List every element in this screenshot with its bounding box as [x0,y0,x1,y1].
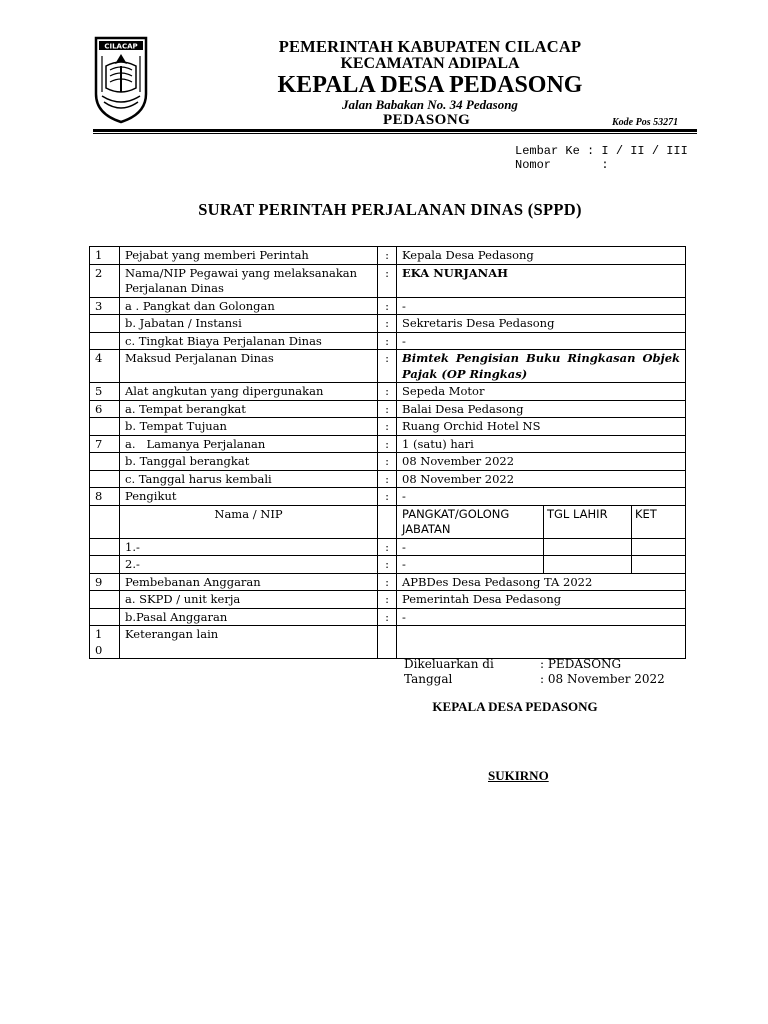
row-colon [378,626,397,659]
table-row [90,556,686,574]
companion-value: - [402,539,406,554]
cilacap-emblem-icon [94,36,148,124]
row-number: 4 [90,350,120,383]
row-colon: : [378,488,397,506]
row-label: 1.- [120,538,378,556]
header-postcode: Kode Pos 53271 [612,117,679,128]
row-value: 1 (satu) hari [397,435,686,453]
table-row [90,608,686,626]
table-row [90,573,686,591]
row-value [397,505,686,538]
row-value: Sepeda Motor [397,383,686,401]
row-value: - [397,488,686,506]
companion-value: - [402,557,406,571]
document-title: SURAT PERINTAH PERJALANAN DINAS (SPPD) [198,200,582,219]
row-colon: : [378,350,397,383]
table-row [90,247,686,265]
row-value: 08 November 2022 [397,453,686,471]
row-label: Nama / NIP [120,505,378,538]
row-colon: : [378,435,397,453]
table-row [90,470,686,488]
travel-purpose: Bimtek Pengisian Buku Ringkasan Objek Pajak (OP Ringkas) [397,350,686,383]
row-number: 6 [90,400,120,418]
table-row [90,453,686,471]
header-city: PEDASONG [383,112,471,128]
row-colon: : [378,315,397,333]
row-label: a. Lamanya Perjalanan [120,435,378,453]
row-label: a. Tempat berangkat [120,400,378,418]
companion-notes [631,556,685,573]
issued-date-label: Tanggal [404,672,453,686]
table-row [90,400,686,418]
row-label: Pengikut [120,488,378,506]
issued-at-label: Dikeluarkan di [404,657,494,671]
row-label: b.Pasal Anggaran [120,608,378,626]
issued-date-value: : 08 November 2022 [540,672,665,686]
header-rule-thin [93,133,697,134]
row-label: b. Jabatan / Instansi [120,315,378,333]
row-colon: : [378,470,397,488]
row-number [90,418,120,436]
header-rank: PANGKAT/GOLONG JABATAN [402,506,510,536]
sppd-table [89,246,686,659]
row-colon [378,505,397,538]
sheet-number: Lembar Ke : I / II / III [515,144,688,158]
signatory-position: KEPALA DESA PEDASONG [432,699,598,714]
row-number: 3 [90,297,120,315]
table-row [90,626,686,659]
row-colon: : [378,573,397,591]
row-number [90,315,120,333]
row-number [90,591,120,609]
companion-birthdate [543,556,631,573]
row-colon: : [378,538,397,556]
row-label: Pejabat yang memberi Perintah [120,247,378,265]
row-value: APBDes Desa Pedasong TA 2022 [397,573,686,591]
row-value: Ruang Orchid Hotel NS [397,418,686,436]
companion-notes [631,539,685,556]
table-row [90,418,686,436]
row-colon: : [378,453,397,471]
row-label: c. Tanggal harus kembali [120,470,378,488]
row-value: Pemerintah Desa Pedasong [397,591,686,609]
row-number [90,453,120,471]
companion-birthdate [543,539,631,556]
signatory-name: SUKIRNO [488,768,549,783]
row-value [397,556,686,574]
table-row [90,435,686,453]
row-label: Keterangan lain [120,626,378,659]
row-colon: : [378,297,397,315]
row-number: 2 [90,264,120,297]
table-row [90,591,686,609]
row-colon: : [378,332,397,350]
row-number [90,538,120,556]
header-line-government: PEMERINTAH KABUPATEN CILACAP [278,37,582,56]
row-number: 8 [90,488,120,506]
row-value: - [397,608,686,626]
row-label: b. Tempat Tujuan [120,418,378,436]
issued-at-value: : PEDASONG [540,657,622,671]
row-number [90,470,120,488]
row-colon: : [378,400,397,418]
row-value [397,538,686,556]
row-number [90,332,120,350]
row-value: Balai Desa Pedasong [397,400,686,418]
document-number-label: Nomor : [515,158,609,172]
row-value: - [397,332,686,350]
table-row [90,315,686,333]
row-label: a . Pangkat dan Golongan [120,297,378,315]
row-label: 2.- [120,556,378,574]
header-rule-thick [93,129,697,132]
header-address: Jalan Babakan No. 34 Pedasong [342,97,518,112]
header-line-district: KECAMATAN ADIPALA [340,55,520,72]
row-number [90,556,120,574]
row-label: Nama/NIP Pegawai yang melaksanakan Perjalanan Dinas [120,264,378,297]
row-number: 5 [90,383,120,401]
row-label: Alat angkutan yang dipergunakan [120,383,378,401]
table-row [90,505,686,538]
row-label: a. SKPD / unit kerja [120,591,378,609]
table-row [90,332,686,350]
row-number [90,505,120,538]
row-colon: : [378,608,397,626]
table-row [90,538,686,556]
row-colon: : [378,556,397,574]
row-colon: : [378,591,397,609]
row-colon: : [378,418,397,436]
row-colon: : [378,383,397,401]
row-label: Maksud Perjalanan Dinas [120,350,378,383]
row-label: c. Tingkat Biaya Perjalanan Dinas [120,332,378,350]
row-colon: : [378,264,397,297]
employee-name: EKA NURJANAH [397,264,686,297]
row-number: 1 0 [90,626,120,659]
header-line-office: KEPALA DESA PEDASONG [277,72,583,98]
table-row [90,350,686,383]
table-row [90,297,686,315]
table-row [90,488,686,506]
row-label: Pembebanan Anggaran [120,573,378,591]
row-colon: : [378,247,397,265]
table-row [90,264,686,297]
header-birthdate: TGL LAHIR [543,506,631,538]
row-value: 08 November 2022 [397,470,686,488]
table-row [90,383,686,401]
row-number: 1 [90,247,120,265]
row-value: - [397,297,686,315]
row-number: 9 [90,573,120,591]
row-number: 7 [90,435,120,453]
row-value: Sekretaris Desa Pedasong [397,315,686,333]
header-notes: KET [631,506,685,538]
logo-text: CILACAP [104,42,138,51]
row-value: Kepala Desa Pedasong [397,247,686,265]
row-number [90,608,120,626]
row-label: b. Tanggal berangkat [120,453,378,471]
row-value [397,626,686,659]
